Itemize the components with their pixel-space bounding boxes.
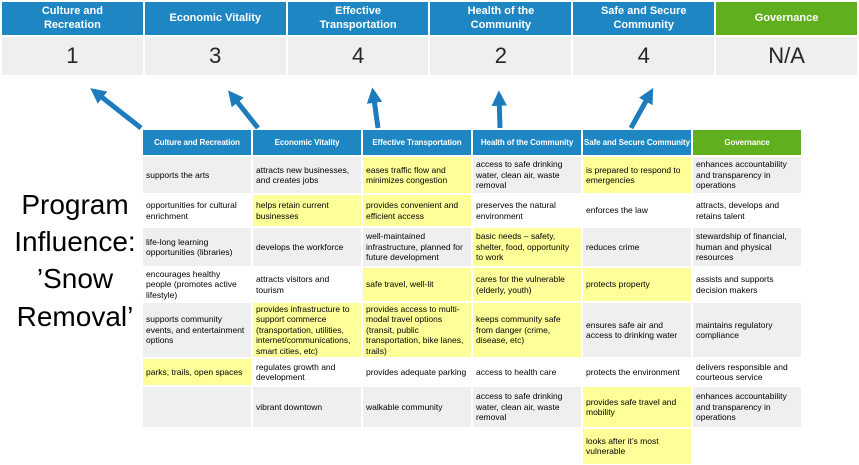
matrix-row-4 [143,268,801,301]
matrix-row-6 [143,359,801,385]
matrix-cell-r5-c4: keeps community safe from danger (crime, disease, etc) [473,303,581,357]
matrix-cell-r1-c4: access to safe drinking water, clean air, waste removal [473,157,581,193]
matrix-cell-r5-c2: provides infrastructure to support commerce (transportation, utilities, internet/communications, smart cities, etc) [253,303,361,357]
program-influence-title [0,186,150,335]
matrix-cell-r3-c5: reduces crime [583,228,691,266]
matrix-cell-r1-c5: is prepared to respond to emergencies [583,157,691,193]
matrix-header-economic-vitality: Economic Vitality [253,130,361,155]
matrix-cell-r3-c2: develops the workforce [253,228,361,266]
matrix-row-1 [143,157,801,193]
score-economic-vitality: 3 [145,37,286,75]
matrix-cell-r5-c6: maintains regulatory compliance [693,303,801,357]
matrix-header-effective-transportation: Effective Transportation [363,130,471,155]
score-governance: N/A [716,37,857,75]
matrix-cell-r3-c6: stewardship of financial, human and physical resources [693,228,801,266]
influence-arrow-safe [631,92,651,128]
priority-header-health-of-the-community: Health of the Community [430,2,571,35]
matrix-cell-r5-c5: ensures safe air and access to drinking water [583,303,691,357]
matrix-cell-r6-c4: access to health care [473,359,581,385]
matrix-cell-r7-c4: access to safe drinking water, clean air, waste removal [473,387,581,427]
program-influence-title-line: ’Snow [36,263,114,295]
score-health-of-the-community: 2 [430,37,571,75]
matrix-cell-r8-c6 [693,429,801,464]
matrix-cell-r7-c6: enhances accountability and transparency in operations [693,387,801,427]
matrix-cell-r8-c4 [473,429,581,464]
matrix-cell-r2-c3: provides convenient and efficient access [363,195,471,226]
matrix-header-health-of-the-community: Health of the Community [473,130,581,155]
matrix-cell-r3-c3: well-maintained infrastructure, planned for future development [363,228,471,266]
matrix-cell-r2-c4: preserves the natural environment [473,195,581,226]
matrix-cell-r1-c3: eases traffic flow and minimizes congestion [363,157,471,193]
program-influence-title-line: Removal’ [16,300,134,332]
matrix-cell-r4-c1: encourages healthy people (promotes active lifestyle) [143,268,251,301]
matrix-row-8 [143,429,801,464]
program-influence-title-line: Influence: [14,226,136,258]
matrix-cell-r2-c6: attracts, develops and retains talent [693,195,801,226]
matrix-cell-r8-c5: looks after it’s most vulnerable [583,429,691,464]
matrix-row-3 [143,228,801,266]
matrix-cell-r1-c6: enhances accountability and transparency in operations [693,157,801,193]
matrix-row-7 [143,387,801,427]
influence-matrix-body [143,130,801,464]
matrix-cell-r4-c6: assists and supports decision makers [693,268,801,301]
score-safe-and-secure-community: 4 [573,37,714,75]
priority-header-governance: Governance [716,2,857,35]
influence-arrow-culture [94,91,141,128]
priority-header-effective-transportation: Effective Transportation [288,2,429,35]
matrix-cell-r7-c5: provides safe travel and mobility [583,387,691,427]
matrix-cell-r3-c4: basic needs – safety, shelter, food, opportunity to work [473,228,581,266]
matrix-cell-r7-c2: vibrant downtown [253,387,361,427]
matrix-cell-r3-c1: life-long learning opportunities (libraries) [143,228,251,266]
matrix-cell-r4-c2: attracts visitors and tourism [253,268,361,301]
matrix-cell-r2-c1: opportunities for cultural enrichment [143,195,251,226]
influence-matrix [141,128,803,465]
matrix-cell-r6-c2: regulates growth and development [253,359,361,385]
priority-band [2,2,857,35]
influence-arrow-health [499,95,500,128]
matrix-cell-r6-c5: protects the environment [583,359,691,385]
matrix-header-culture-and-recreation: Culture and Recreation [143,130,251,155]
matrix-cell-r5-c3: provides access to multi-modal travel options (transit, public transportation, bike lanes, trails) [363,303,471,357]
influence-arrow-economic [231,94,258,128]
matrix-cell-r2-c2: helps retain current businesses [253,195,361,226]
matrix-cell-r6-c6: delivers responsible and courteous service [693,359,801,385]
matrix-row-5 [143,303,801,357]
matrix-cell-r1-c1: supports the arts [143,157,251,193]
matrix-row-2 [143,195,801,226]
matrix-cell-r1-c2: attracts new businesses, and creates jobs [253,157,361,193]
matrix-cell-r4-c4: cares for the vulnerable (elderly, youth) [473,268,581,301]
matrix-cell-r5-c1: supports community events, and entertainment options [143,303,251,357]
priority-header-safe-and-secure-community: Safe and Secure Community [573,2,714,35]
matrix-cell-r8-c3 [363,429,471,464]
matrix-cell-r8-c2 [253,429,361,464]
score-row [2,37,857,75]
influence-arrow-transportation [373,92,378,128]
score-effective-transportation: 4 [288,37,429,75]
score-culture-and-recreation: 1 [2,37,143,75]
matrix-cell-r8-c1 [143,429,251,464]
matrix-header-safe-and-secure-community: Safe and Secure Community [583,130,691,155]
program-influence-title-line: Program [21,189,129,220]
matrix-cell-r6-c3: provides adequate parking [363,359,471,385]
matrix-cell-r4-c5: protects property [583,268,691,301]
priority-header-economic-vitality: Economic Vitality [145,2,286,35]
matrix-cell-r2-c5: enforces the law [583,195,691,226]
priority-header-culture-and-recreation: Culture and Recreation [2,2,143,35]
matrix-cell-r7-c1 [143,387,251,427]
matrix-cell-r6-c1: parks, trails, open spaces [143,359,251,385]
matrix-cell-r4-c3: safe travel, well-lit [363,268,471,301]
matrix-header-governance: Governance [693,130,801,155]
matrix-cell-r7-c3: walkable community [363,387,471,427]
